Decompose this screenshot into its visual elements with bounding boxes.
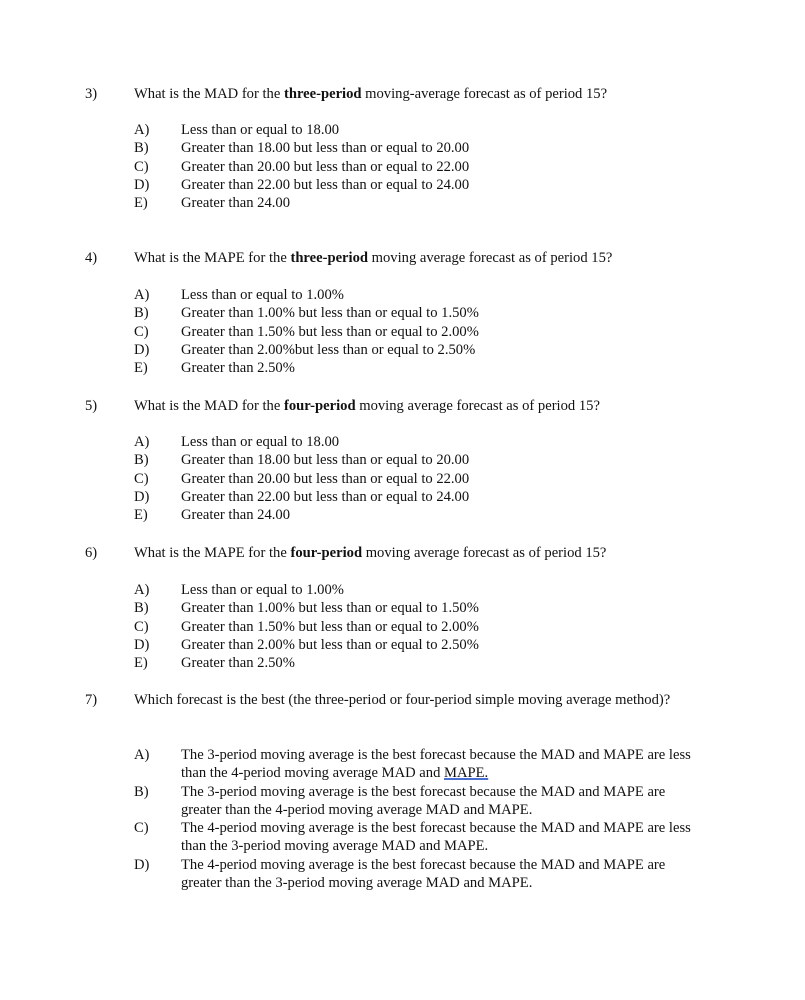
option-item: E) Greater than 24.00	[134, 507, 291, 524]
option-item: B) Greater than 1.00% but less than or equal to 1.50%	[134, 600, 479, 617]
question-number: 3)	[85, 86, 98, 102]
question-text: Which forecast is the best (the three-period or four-period simple moving average method)?	[134, 692, 671, 708]
question-text: What is the MAPE for the three-period moving average forecast as of period 15?	[134, 250, 613, 266]
option-item: E) Greater than 2.50%	[134, 360, 295, 377]
option-item: D) Greater than 22.00 but less than or equal to 24.00	[134, 488, 470, 505]
spellcheck-underlined-text: MAPE.	[444, 765, 489, 782]
option-item: C) Greater than 1.50% but less than or equal to 2.00%	[134, 323, 479, 340]
options-list-q6	[0, 581, 805, 672]
option-item: A) Less than or equal to 1.00%	[134, 582, 344, 598]
option-item: A) The 3-period moving average is the best forecast because the MAD and MAPE are less than the 4-period moving average MAD and MAPE.	[134, 747, 691, 782]
question-text: What is the MAPE for the four-period moving average forecast as of period 15?	[134, 545, 607, 561]
question-text: What is the MAD for the three-period moving-average forecast as of period 15?	[134, 86, 608, 102]
option-item: D) Greater than 2.00% but less than or equal to 2.50%	[134, 636, 479, 653]
options-list-q4	[0, 286, 805, 377]
question-number: 5)	[85, 398, 98, 414]
options-list-q7	[0, 746, 805, 892]
option-item: A) Less than or equal to 18.00	[134, 122, 340, 138]
option-item: C) Greater than 1.50% but less than or equal to 2.00%	[134, 618, 479, 635]
option-item: A) Less than or equal to 1.00%	[134, 287, 344, 303]
option-item: C) Greater than 20.00 but less than or equal to 22.00	[134, 470, 470, 487]
question-number: 4)	[85, 250, 98, 266]
option-item: B) Greater than 18.00 but less than or equal to 20.00	[134, 452, 470, 469]
options-list-q5	[0, 433, 805, 524]
option-item: D) The 4-period moving average is the best forecast because the MAD and MAPE are greater than the 3-period moving average MAD and MAPE.	[134, 856, 666, 891]
question-number: 6)	[85, 545, 98, 561]
option-item: A) Less than or equal to 18.00	[134, 434, 340, 450]
option-item: B) Greater than 18.00 but less than or equal to 20.00	[134, 140, 470, 157]
options-list-q3	[0, 121, 805, 212]
option-item: C) Greater than 20.00 but less than or equal to 22.00	[134, 158, 470, 175]
option-item: E) Greater than 24.00	[134, 195, 291, 212]
option-item: C) The 4-period moving average is the best forecast because the MAD and MAPE are less than the 3-period moving average MAD and MAPE.	[134, 820, 691, 855]
option-item: B) The 3-period moving average is the best forecast because the MAD and MAPE are greater than the 4-period moving average MAD and MAPE.	[134, 783, 666, 818]
question-number: 7)	[85, 692, 98, 708]
option-item: D) Greater than 22.00 but less than or equal to 24.00	[134, 176, 470, 193]
option-item: B) Greater than 1.00% but less than or equal to 1.50%	[134, 305, 479, 322]
question-text: What is the MAD for the four-period moving average forecast as of period 15?	[134, 398, 600, 414]
option-item: E) Greater than 2.50%	[134, 655, 295, 672]
option-item: D) Greater than 2.00%but less than or equal to 2.50%	[134, 341, 476, 358]
